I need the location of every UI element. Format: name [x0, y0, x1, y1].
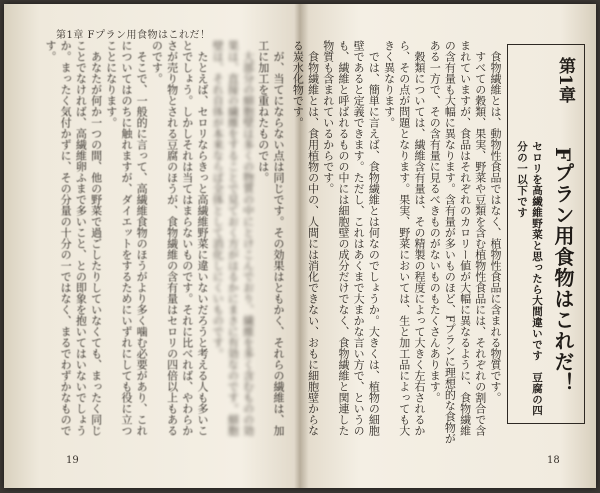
chapter-title: Fプラン用食物はこれだ！ [551, 147, 575, 394]
body-text [291, 40, 503, 444]
chapter-heading-box [507, 44, 585, 424]
blurred-text-region [210, 40, 256, 444]
open-book [4, 4, 596, 488]
page-number: 19 [66, 455, 79, 466]
left-page [4, 4, 300, 488]
chapter-number: 第1章 [555, 57, 575, 103]
paragraph: 食物繊維とは、動物性食品ではなく、植物性食品に含まれる物質です。 [489, 51, 502, 403]
body-text [43, 40, 286, 444]
paragraph: 大部分の細胞壁は多くの物質の中にとけこんでおり、繊維を多く含むものの効果は、直接の繊維をすることで見ておく方がはるかにまさに有効なのです。細胞壁は、それ自体が本来ならば全体として消化しにくいものです。 [211, 40, 255, 436]
paragraph: 穀類については、繊維含有量は、その精製の程度によって大きく左右されるから、その点が問題となります。果実、野菜においては、生と加工品によっても大きく異なります。 [382, 40, 426, 436]
paragraph: では、簡単に言えば、食物繊維とは何なのでしょうか。大きくは、植物の細胞壁であると定義できます。ただし、これはあくまで大まかな言い方で、というのも、繊維と呼ばれるものの中には細胞壁の成分だけでなく、食物繊維と関連した物質も含まれているからです。 [321, 40, 381, 436]
paragraph: たとえば、セロリならきっと高繊維野菜に違いないだろうと考える人も多いことでしょう。しかしそれは当てはまらないものです。それに比べれば、やわらかさが売り物とされる豆腐のほうが、食物繊維の含有量はセロリの四倍以上もあるのです。 [150, 40, 209, 436]
paragraph: あなたが何か一つの間、他の野菜で過ごしたりしていなくても、まったく同じことでなければ、高繊維卵ふまで多いこと、との即象を抱いてはいないでしょうか。まったく気付かずに、その分量の十分の一ではなく、まるでわずかなものです。 [43, 40, 103, 436]
running-head: 第1章 Fプラン用食物はこれだ！ [56, 30, 211, 41]
paragraph: 食物繊維とは、食用植物の中の、人間には消化できない、おもに細胞壁からなる炭水化物です。 [291, 40, 320, 436]
paragraph: そこで、一般的に言って、高繊維食物のほうがより多く噛む必要があり、これについてはのちに触れますが、ダイエットをするためにいずれにしても役に立つことになります。 [104, 40, 149, 436]
paragraph: すべての穀類、果実、野菜や豆類を含む植物性食品には、それぞれの割合で含まれていますが、食品はそれぞれのカロリー値が大幅に異なるように、食物繊維の含有量も大幅に異なります。含有量が多いものほど、Fプランに理想的な食物がある一方で、その含有量に見るべきものがないものもたくさんあります。 [428, 40, 487, 444]
chapter-subtitle: セロリを高繊維野菜と思ったら大間違いです 豆腐の四分の一以下です [516, 141, 543, 416]
right-page [291, 4, 596, 488]
page-number: 18 [547, 455, 560, 466]
paragraph: が、当てにならない点は同じです。その効果はともかく、それらの繊維は、加工に加工を重ねたものでは。 [256, 40, 285, 436]
